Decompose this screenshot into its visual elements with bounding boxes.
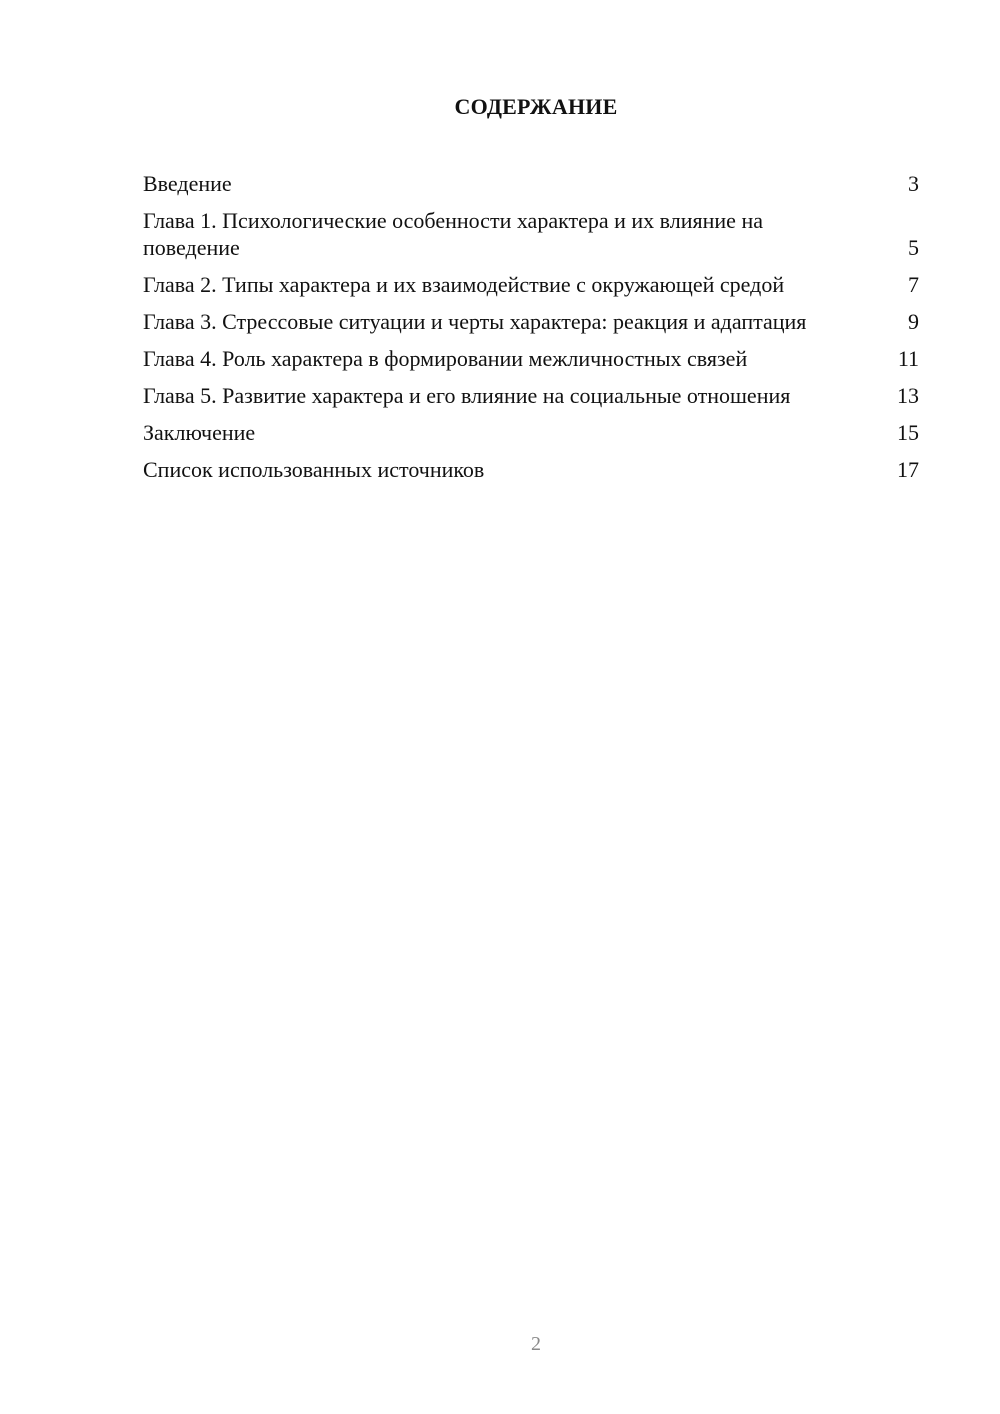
toc-entry-introduction bbox=[143, 170, 919, 197]
toc-entry-page: 9 bbox=[908, 309, 919, 334]
toc-entry-references bbox=[143, 456, 919, 483]
toc-entry-title: Список использованных источников bbox=[143, 457, 485, 482]
toc-entry-chapter-4 bbox=[143, 345, 919, 372]
toc-entry-page: 13 bbox=[897, 383, 919, 408]
toc-entry-page: 17 bbox=[897, 457, 919, 482]
toc-entry-page: 5 bbox=[908, 235, 919, 260]
toc-entry-page: 15 bbox=[897, 420, 919, 445]
toc-entry-title: Глава 4. Роль характера в формировании межличностных связей bbox=[143, 346, 748, 371]
toc-entry-chapter-1 bbox=[143, 207, 919, 261]
toc-entry-title: Глава 1. Психологические особенности характера и их влияние на поведение bbox=[143, 208, 763, 260]
toc-entry-title: Заключение bbox=[143, 420, 256, 445]
toc-entry-title: Глава 3. Стрессовые ситуации и черты характера: реакция и адаптация bbox=[143, 309, 807, 334]
toc-entry-page: 3 bbox=[908, 171, 919, 196]
toc-entry-page: 7 bbox=[908, 272, 919, 297]
page-title: СОДЕРЖАНИЕ bbox=[454, 94, 618, 119]
table-of-contents bbox=[143, 170, 919, 493]
toc-entry-page: 11 bbox=[897, 346, 919, 371]
toc-entry-chapter-2 bbox=[143, 271, 919, 298]
toc-entry-title: Введение bbox=[143, 171, 232, 196]
toc-entry-chapter-3 bbox=[143, 308, 919, 335]
toc-entry-title: Глава 2. Типы характера и их взаимодействие с окружающей средой bbox=[143, 272, 785, 297]
toc-entry-title: Глава 5. Развитие характера и его влияние на социальные отношения bbox=[143, 383, 791, 408]
page-number: 2 bbox=[531, 1333, 541, 1355]
toc-entry-chapter-5 bbox=[143, 382, 919, 409]
toc-entry-conclusion bbox=[143, 419, 919, 446]
